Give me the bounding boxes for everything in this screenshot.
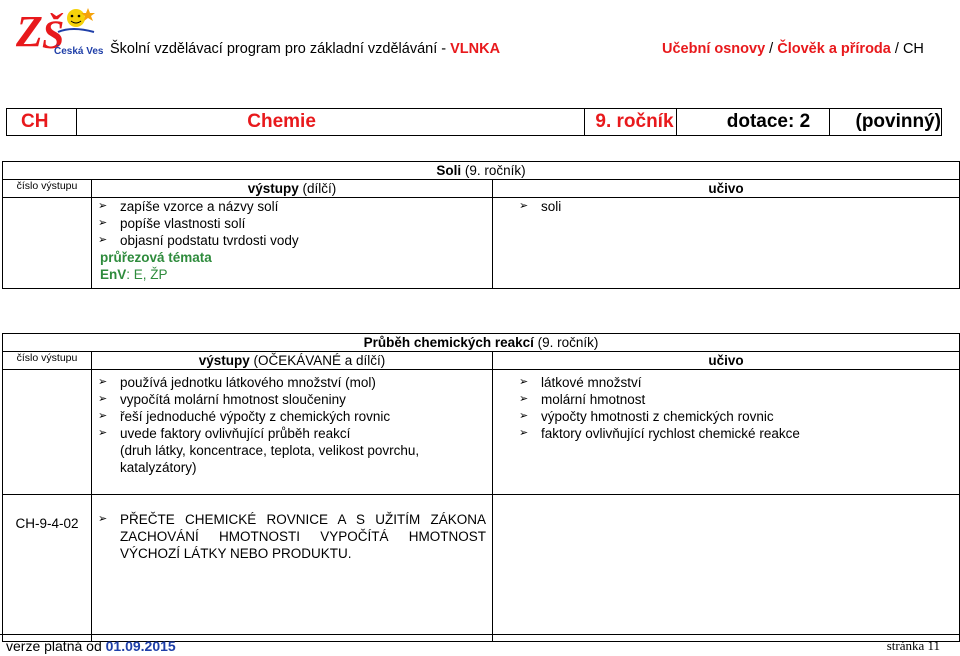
reactions-outputs-note: (druh látky, koncentrace, teplota, velikost povrchu, katalyzátory): [120, 443, 420, 475]
reactions-expected-topics-cell: [493, 495, 960, 642]
cross-topics-value: [92, 266, 492, 283]
col-header-output-number: číslo výstupu: [3, 180, 92, 198]
reactions-expected-list: [92, 511, 492, 562]
section-soli-table: [2, 161, 960, 289]
header-program-title: [110, 41, 500, 57]
footer-divider: [0, 634, 960, 635]
list-item: [513, 425, 959, 442]
reactions-topic-text: molární hmotnost: [541, 392, 646, 407]
header-program-text: Školní vzdělávací program pro základní vzdělávání -: [110, 41, 451, 57]
arrow-bullet-icon: ➢: [98, 217, 108, 229]
header-program-highlight: VLNKA: [450, 41, 501, 57]
reactions-output-text: řeší jednoduché výpočty z chemických rovnic: [120, 409, 391, 424]
list-item: [513, 391, 959, 408]
list-item: [92, 215, 492, 232]
list-item: [92, 391, 492, 408]
arrow-bullet-icon: ➢: [519, 376, 529, 388]
soli-output-text: zapíše vzorce a názvy solí: [120, 199, 279, 214]
list-item: [92, 425, 492, 442]
subject-code: CH: [7, 109, 77, 136]
soli-topic-text: soli: [541, 199, 562, 214]
reactions-output-code: CH-9-4-02: [3, 495, 92, 642]
section-reactions-heading: [3, 334, 960, 352]
header-breadcrumb: [662, 41, 924, 57]
footer-version-date: 01.09.2015: [105, 638, 176, 654]
section-reactions-heading-rest: (9. ročník): [533, 335, 599, 350]
reactions-topic-text: látkové množství: [541, 375, 642, 390]
subject-name: Chemie: [77, 109, 585, 136]
soli-output-text: popíše vlastnosti solí: [120, 216, 246, 231]
soli-output-text: objasní podstatu tvrdosti vody: [120, 233, 299, 248]
arrow-bullet-icon: ➢: [98, 410, 108, 422]
reactions-expected-text: PŘEČTE CHEMICKÉ ROVNICE A S UŽITÍM ZÁKONA ZACHOVÁNÍ HMOTNOSTI VYPOČÍTÁ HMOTNOST VÝCHOZÍ LÁTKY NEBO PRODUKTU.: [120, 512, 486, 561]
col-header-topics: učivo: [493, 180, 960, 198]
breadcrumb-sep-1: /: [765, 41, 778, 57]
subject-status: (povinný): [829, 109, 942, 136]
subject-hours: dotace: 2: [676, 109, 829, 136]
footer-version-label: verze platná od: [6, 638, 106, 654]
reactions-output-text: používá jednotku látkového množství (mol): [120, 375, 376, 390]
reactions-topic-text: faktory ovlivňující rychlost chemické reakce: [541, 426, 800, 441]
section-soli-heading: [3, 162, 960, 180]
list-item: [92, 374, 492, 391]
cross-topics-label: průřezová témata: [100, 250, 212, 265]
school-logo: [14, 2, 104, 58]
breadcrumb-area: Člověk a příroda: [777, 41, 891, 57]
section-reactions-table: [2, 333, 960, 642]
list-item: [513, 408, 959, 425]
arrow-bullet-icon: ➢: [519, 200, 529, 212]
arrow-bullet-icon: ➢: [98, 513, 108, 525]
col-header-outputs-bold: výstupy: [198, 353, 250, 368]
reactions-topics-cell: [493, 370, 960, 495]
soli-topics-list: [493, 198, 959, 215]
reactions-output-text: uvede faktory ovlivňující průběh reakcí: [120, 426, 351, 441]
arrow-bullet-icon: ➢: [519, 393, 529, 405]
reactions-expected-cell: [92, 495, 493, 642]
breadcrumb-sep-2: / CH: [890, 41, 924, 57]
reactions-topics-list: [493, 374, 959, 442]
col-header-outputs: [92, 180, 493, 198]
cross-topics-rest: : E, ŽP: [126, 267, 168, 282]
svg-text:Česká Ves: Česká Ves: [54, 46, 104, 57]
breadcrumb-syllabus: Učební osnovy: [662, 41, 766, 57]
arrow-bullet-icon: ➢: [519, 427, 529, 439]
list-item: [92, 408, 492, 425]
arrow-bullet-icon: ➢: [519, 410, 529, 422]
list-item: [513, 374, 959, 391]
footer-page-number: stránka 11: [886, 638, 940, 653]
soli-number-cell: [3, 198, 92, 289]
list-item: [513, 198, 959, 215]
col-header-outputs-bold: výstupy: [247, 181, 299, 196]
section-reactions-heading-bold: Průběh chemických reakcí: [363, 335, 534, 350]
svg-text:Z: Z: [16, 7, 43, 56]
arrow-bullet-icon: ➢: [98, 427, 108, 439]
soli-outputs-cell: [92, 198, 493, 289]
arrow-bullet-icon: ➢: [98, 376, 108, 388]
arrow-bullet-icon: ➢: [98, 393, 108, 405]
col-header-outputs: [92, 352, 493, 370]
reactions-outputs-cell: [92, 370, 493, 495]
list-item: [92, 232, 492, 249]
arrow-bullet-icon: ➢: [98, 200, 108, 212]
subject-title-table: [6, 108, 942, 136]
list-item: [92, 511, 492, 562]
col-header-topics: učivo: [493, 352, 960, 370]
col-header-outputs-rest: (dílčí): [298, 181, 337, 196]
arrow-bullet-icon: ➢: [98, 234, 108, 246]
reactions-outputs-list: [92, 374, 492, 442]
list-item: [92, 198, 492, 215]
section-soli-heading-bold: Soli: [436, 163, 462, 178]
col-header-output-number: číslo výstupu: [3, 352, 92, 370]
section-soli-heading-rest: (9. ročník): [461, 163, 526, 178]
cross-topics-code: EnV: [100, 267, 127, 282]
svg-text:Š: Š: [42, 12, 65, 57]
soli-outputs-list: [92, 198, 492, 249]
reactions-output-text: vypočítá molární hmotnost sloučeniny: [120, 392, 346, 407]
footer-version: [6, 638, 176, 654]
subject-grade: 9. ročník: [585, 109, 676, 136]
col-header-outputs-rest: (OČEKÁVANÉ a dílčí): [249, 353, 386, 368]
reactions-topic-text: výpočty hmotnosti z chemických rovnic: [541, 409, 774, 424]
soli-topics-cell: [493, 198, 960, 289]
